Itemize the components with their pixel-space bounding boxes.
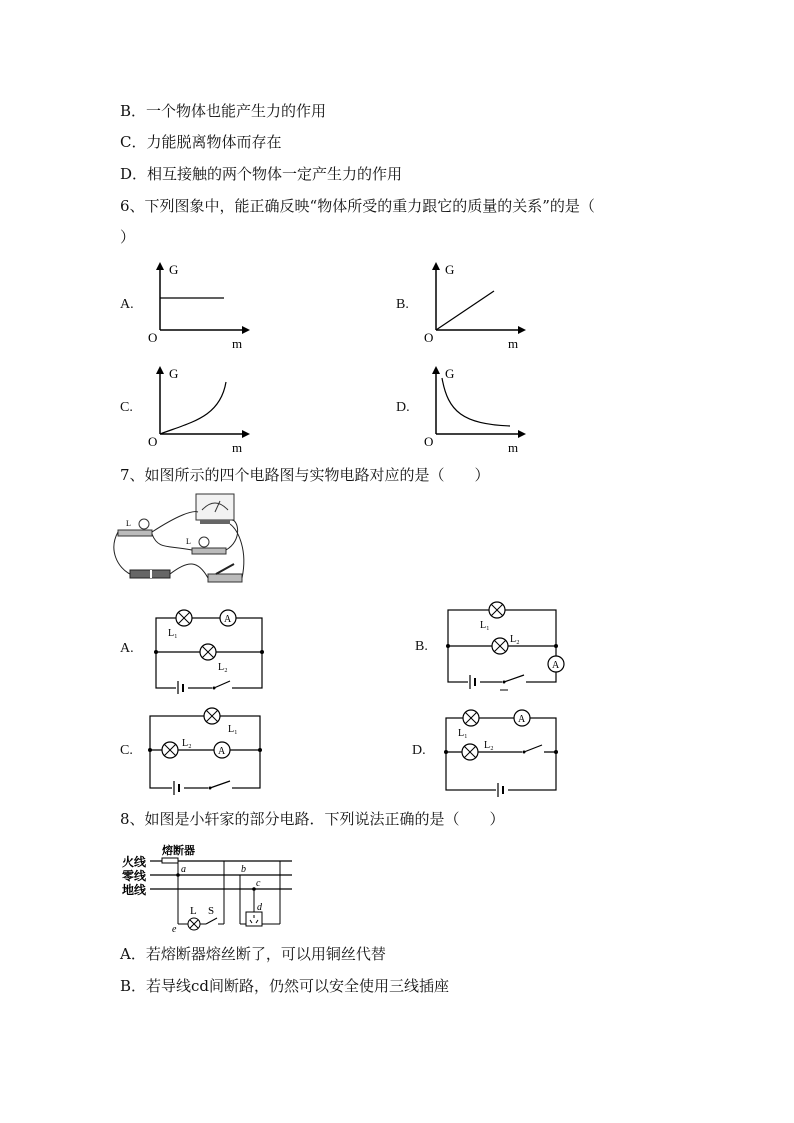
q7-label-d: D. bbox=[412, 743, 426, 758]
origin-label: O bbox=[424, 434, 434, 449]
point-d: d bbox=[257, 902, 262, 913]
q5-option-b: B．一个物体也能产生力的作用 bbox=[120, 102, 327, 120]
q7-circuit-c bbox=[146, 704, 268, 796]
l2-label: L₂ bbox=[218, 662, 228, 673]
ground-wire-label: 地线 bbox=[122, 883, 147, 897]
point-c: c bbox=[256, 878, 261, 889]
ammeter-label: A bbox=[224, 614, 232, 625]
live-wire-label: 火线 bbox=[122, 855, 147, 869]
l1-label: L₁ bbox=[168, 628, 178, 639]
q7-stem: 7、如图所示的四个电路图与实物电路对应的是（ ） bbox=[120, 466, 490, 484]
q6-graph-a bbox=[142, 258, 252, 350]
q6-stem-end: ） bbox=[120, 228, 136, 246]
q5-option-c: C．力能脱离物体而存在 bbox=[120, 133, 282, 151]
l1-label: L₁ bbox=[458, 728, 468, 739]
origin-label: O bbox=[148, 434, 158, 449]
ammeter-label: A bbox=[552, 660, 560, 671]
q7-circuit-b bbox=[440, 598, 570, 694]
q6-graph-d bbox=[418, 362, 528, 454]
q7-circuit-d bbox=[440, 704, 564, 800]
q7-label-b: B. bbox=[415, 639, 428, 654]
q7-label-a: A. bbox=[120, 641, 134, 656]
axis-y-label: G bbox=[445, 366, 455, 381]
q7-label-c: C. bbox=[120, 743, 133, 758]
q8-household-circuit bbox=[120, 838, 300, 936]
fuse-label: 熔断器 bbox=[162, 845, 195, 857]
ammeter-label: A bbox=[218, 746, 226, 757]
axis-x-label: m bbox=[508, 440, 519, 454]
switch-label: S bbox=[208, 905, 215, 917]
axis-y-label: G bbox=[169, 366, 179, 381]
origin-label: O bbox=[148, 330, 158, 345]
axis-x-label: m bbox=[508, 336, 519, 350]
l2-label: L₂ bbox=[182, 738, 192, 749]
q6-stem: 6、下列图象中，能正确反映“物体所受的重力跟它的质量的关系”的是（ bbox=[120, 197, 595, 215]
point-e: e bbox=[172, 924, 177, 935]
q7-circuit-a bbox=[150, 604, 270, 694]
q6-label-d: D. bbox=[396, 400, 410, 415]
axis-y-label: G bbox=[169, 262, 179, 277]
q7-physical-circuit-image bbox=[108, 490, 253, 590]
l1-label: L₁ bbox=[480, 620, 490, 631]
q6-graph-b bbox=[418, 258, 528, 350]
q6-label-a: A. bbox=[120, 297, 134, 312]
q6-label-b: B. bbox=[396, 297, 409, 312]
q8-stem: 8、如图是小轩家的部分电路．下列说法正确的是（ ） bbox=[120, 810, 505, 828]
q5-option-d: D．相互接触的两个物体一定产生力的作用 bbox=[120, 165, 403, 183]
point-b: b bbox=[241, 864, 246, 875]
q8-option-b: B．若导线cd间断路，仍然可以安全使用三线插座 bbox=[120, 977, 450, 995]
axis-y-label: G bbox=[445, 262, 455, 277]
q6-graph-c bbox=[142, 362, 252, 454]
axis-x-label: m bbox=[232, 440, 243, 454]
lamp-label: L bbox=[190, 905, 197, 917]
ammeter-label: A bbox=[518, 714, 526, 725]
svg-text:L: L bbox=[126, 519, 131, 528]
q6-label-c: C. bbox=[120, 400, 133, 415]
point-a: a bbox=[181, 864, 186, 875]
axis-x-label: m bbox=[232, 336, 243, 350]
origin-label: O bbox=[424, 330, 434, 345]
svg-text:L: L bbox=[186, 537, 191, 546]
neutral-wire-label: 零线 bbox=[122, 869, 147, 883]
l2-label: L₂ bbox=[484, 740, 494, 751]
l1-label: L₁ bbox=[228, 724, 238, 735]
q8-option-a: A．若熔断器熔丝断了，可以用铜丝代替 bbox=[120, 945, 386, 963]
l2-label: L₂ bbox=[510, 634, 520, 645]
